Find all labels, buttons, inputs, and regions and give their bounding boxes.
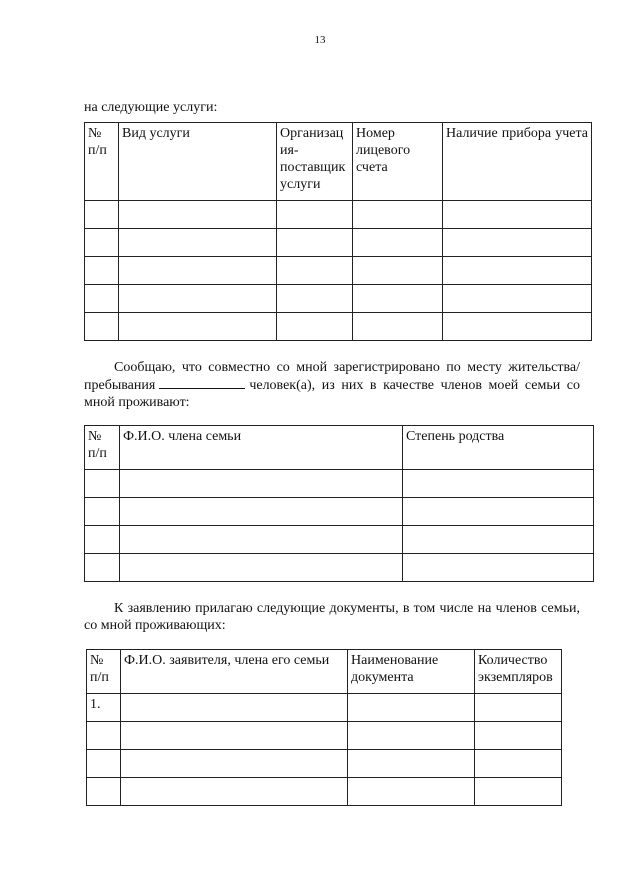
table-cell[interactable]	[403, 526, 594, 554]
table-cell[interactable]	[443, 229, 592, 257]
table-cell[interactable]	[120, 554, 403, 582]
family-table	[84, 425, 594, 582]
table-cell[interactable]	[443, 313, 592, 341]
table-cell[interactable]	[348, 694, 475, 722]
table-cell[interactable]	[119, 257, 277, 285]
table-cell[interactable]	[119, 285, 277, 313]
table-cell[interactable]	[353, 257, 443, 285]
table-cell[interactable]	[443, 285, 592, 313]
header-service-type: Вид услуги	[119, 123, 277, 201]
table-cell[interactable]	[85, 498, 120, 526]
table-cell[interactable]	[85, 285, 119, 313]
table-header-row	[85, 123, 592, 201]
table-row[interactable]	[87, 750, 562, 778]
table-header-row	[87, 650, 562, 694]
table-row[interactable]	[85, 554, 594, 582]
table-cell[interactable]	[277, 257, 353, 285]
documents-paragraph	[84, 600, 580, 634]
header-account-number: Номер лицевого счета	[353, 123, 443, 201]
table-cell[interactable]	[87, 750, 121, 778]
header-relationship: Степень родства	[403, 426, 594, 470]
table-cell[interactable]	[353, 313, 443, 341]
table-cell[interactable]	[85, 229, 119, 257]
table-cell[interactable]	[85, 313, 119, 341]
table-cell[interactable]	[120, 498, 403, 526]
table-cell[interactable]	[85, 554, 120, 582]
table-cell[interactable]	[277, 229, 353, 257]
table-cell[interactable]	[353, 285, 443, 313]
header-family-member-name: Ф.И.О. члена семьи	[120, 426, 403, 470]
table-cell[interactable]	[85, 526, 120, 554]
table-cell[interactable]	[475, 694, 562, 722]
table-cell[interactable]	[120, 526, 403, 554]
table-cell[interactable]	[121, 722, 348, 750]
table-cell[interactable]	[119, 229, 277, 257]
header-copies-count: Количество экземпляров	[475, 650, 562, 694]
services-intro: на следующие услуги:	[84, 100, 218, 115]
table-row[interactable]	[85, 526, 594, 554]
table-cell[interactable]	[403, 554, 594, 582]
page-number: 13	[314, 34, 326, 46]
table-row[interactable]	[85, 313, 592, 341]
services-table	[84, 122, 592, 341]
table-cell[interactable]	[119, 313, 277, 341]
table-row[interactable]	[87, 722, 562, 750]
table-row[interactable]	[85, 201, 592, 229]
table-cell[interactable]	[85, 257, 119, 285]
table-cell[interactable]	[353, 201, 443, 229]
header-meter: Наличие прибора учета	[443, 123, 592, 201]
table-cell[interactable]	[443, 201, 592, 229]
table-cell[interactable]	[403, 498, 594, 526]
table-cell[interactable]	[85, 470, 120, 498]
table-cell[interactable]	[121, 750, 348, 778]
table-row[interactable]	[87, 694, 562, 722]
family-paragraph	[84, 359, 580, 411]
table-cell[interactable]	[87, 778, 121, 806]
table-cell[interactable]	[121, 778, 348, 806]
table-cell[interactable]	[353, 229, 443, 257]
header-provider: Организац ия-поставщик услуги	[277, 123, 353, 201]
table-cell[interactable]	[277, 313, 353, 341]
table-cell[interactable]	[348, 750, 475, 778]
table-row[interactable]	[85, 257, 592, 285]
table-row[interactable]	[87, 778, 562, 806]
table-cell[interactable]	[277, 285, 353, 313]
table-row[interactable]	[85, 285, 592, 313]
table-cell[interactable]	[403, 470, 594, 498]
table-cell[interactable]	[348, 722, 475, 750]
table-cell[interactable]: 1.	[87, 694, 121, 722]
table-cell[interactable]	[121, 694, 348, 722]
table-cell[interactable]	[277, 201, 353, 229]
table-cell[interactable]	[475, 750, 562, 778]
family-text-before: Сообщаю, что совместно со мной зарегистрировано по месту жительства/пребывания	[84, 360, 580, 393]
table-cell[interactable]	[475, 778, 562, 806]
table-cell[interactable]	[119, 201, 277, 229]
header-number: № п/п	[87, 650, 121, 694]
table-cell[interactable]	[87, 722, 121, 750]
table-cell[interactable]	[443, 257, 592, 285]
header-number: № п/п	[85, 426, 120, 470]
header-number: № п/п	[85, 123, 119, 201]
documents-text: К заявлению прилагаю следующие документы, в том числе на членов семьи, со мной проживающих:	[84, 601, 580, 633]
table-cell[interactable]	[120, 470, 403, 498]
table-row[interactable]	[85, 229, 592, 257]
table-cell[interactable]	[475, 722, 562, 750]
table-cell[interactable]	[85, 201, 119, 229]
documents-table	[86, 649, 562, 806]
people-count-blank[interactable]	[159, 376, 245, 389]
header-document-name: Наименование документа	[348, 650, 475, 694]
table-cell[interactable]	[348, 778, 475, 806]
header-applicant-name: Ф.И.О. заявителя, члена его семьи	[121, 650, 348, 694]
table-header-row	[85, 426, 594, 470]
table-row[interactable]	[85, 470, 594, 498]
table-row[interactable]	[85, 498, 594, 526]
family-text-after: человек(а), из них в качестве членов моей семьи со мной проживают:	[84, 378, 580, 410]
